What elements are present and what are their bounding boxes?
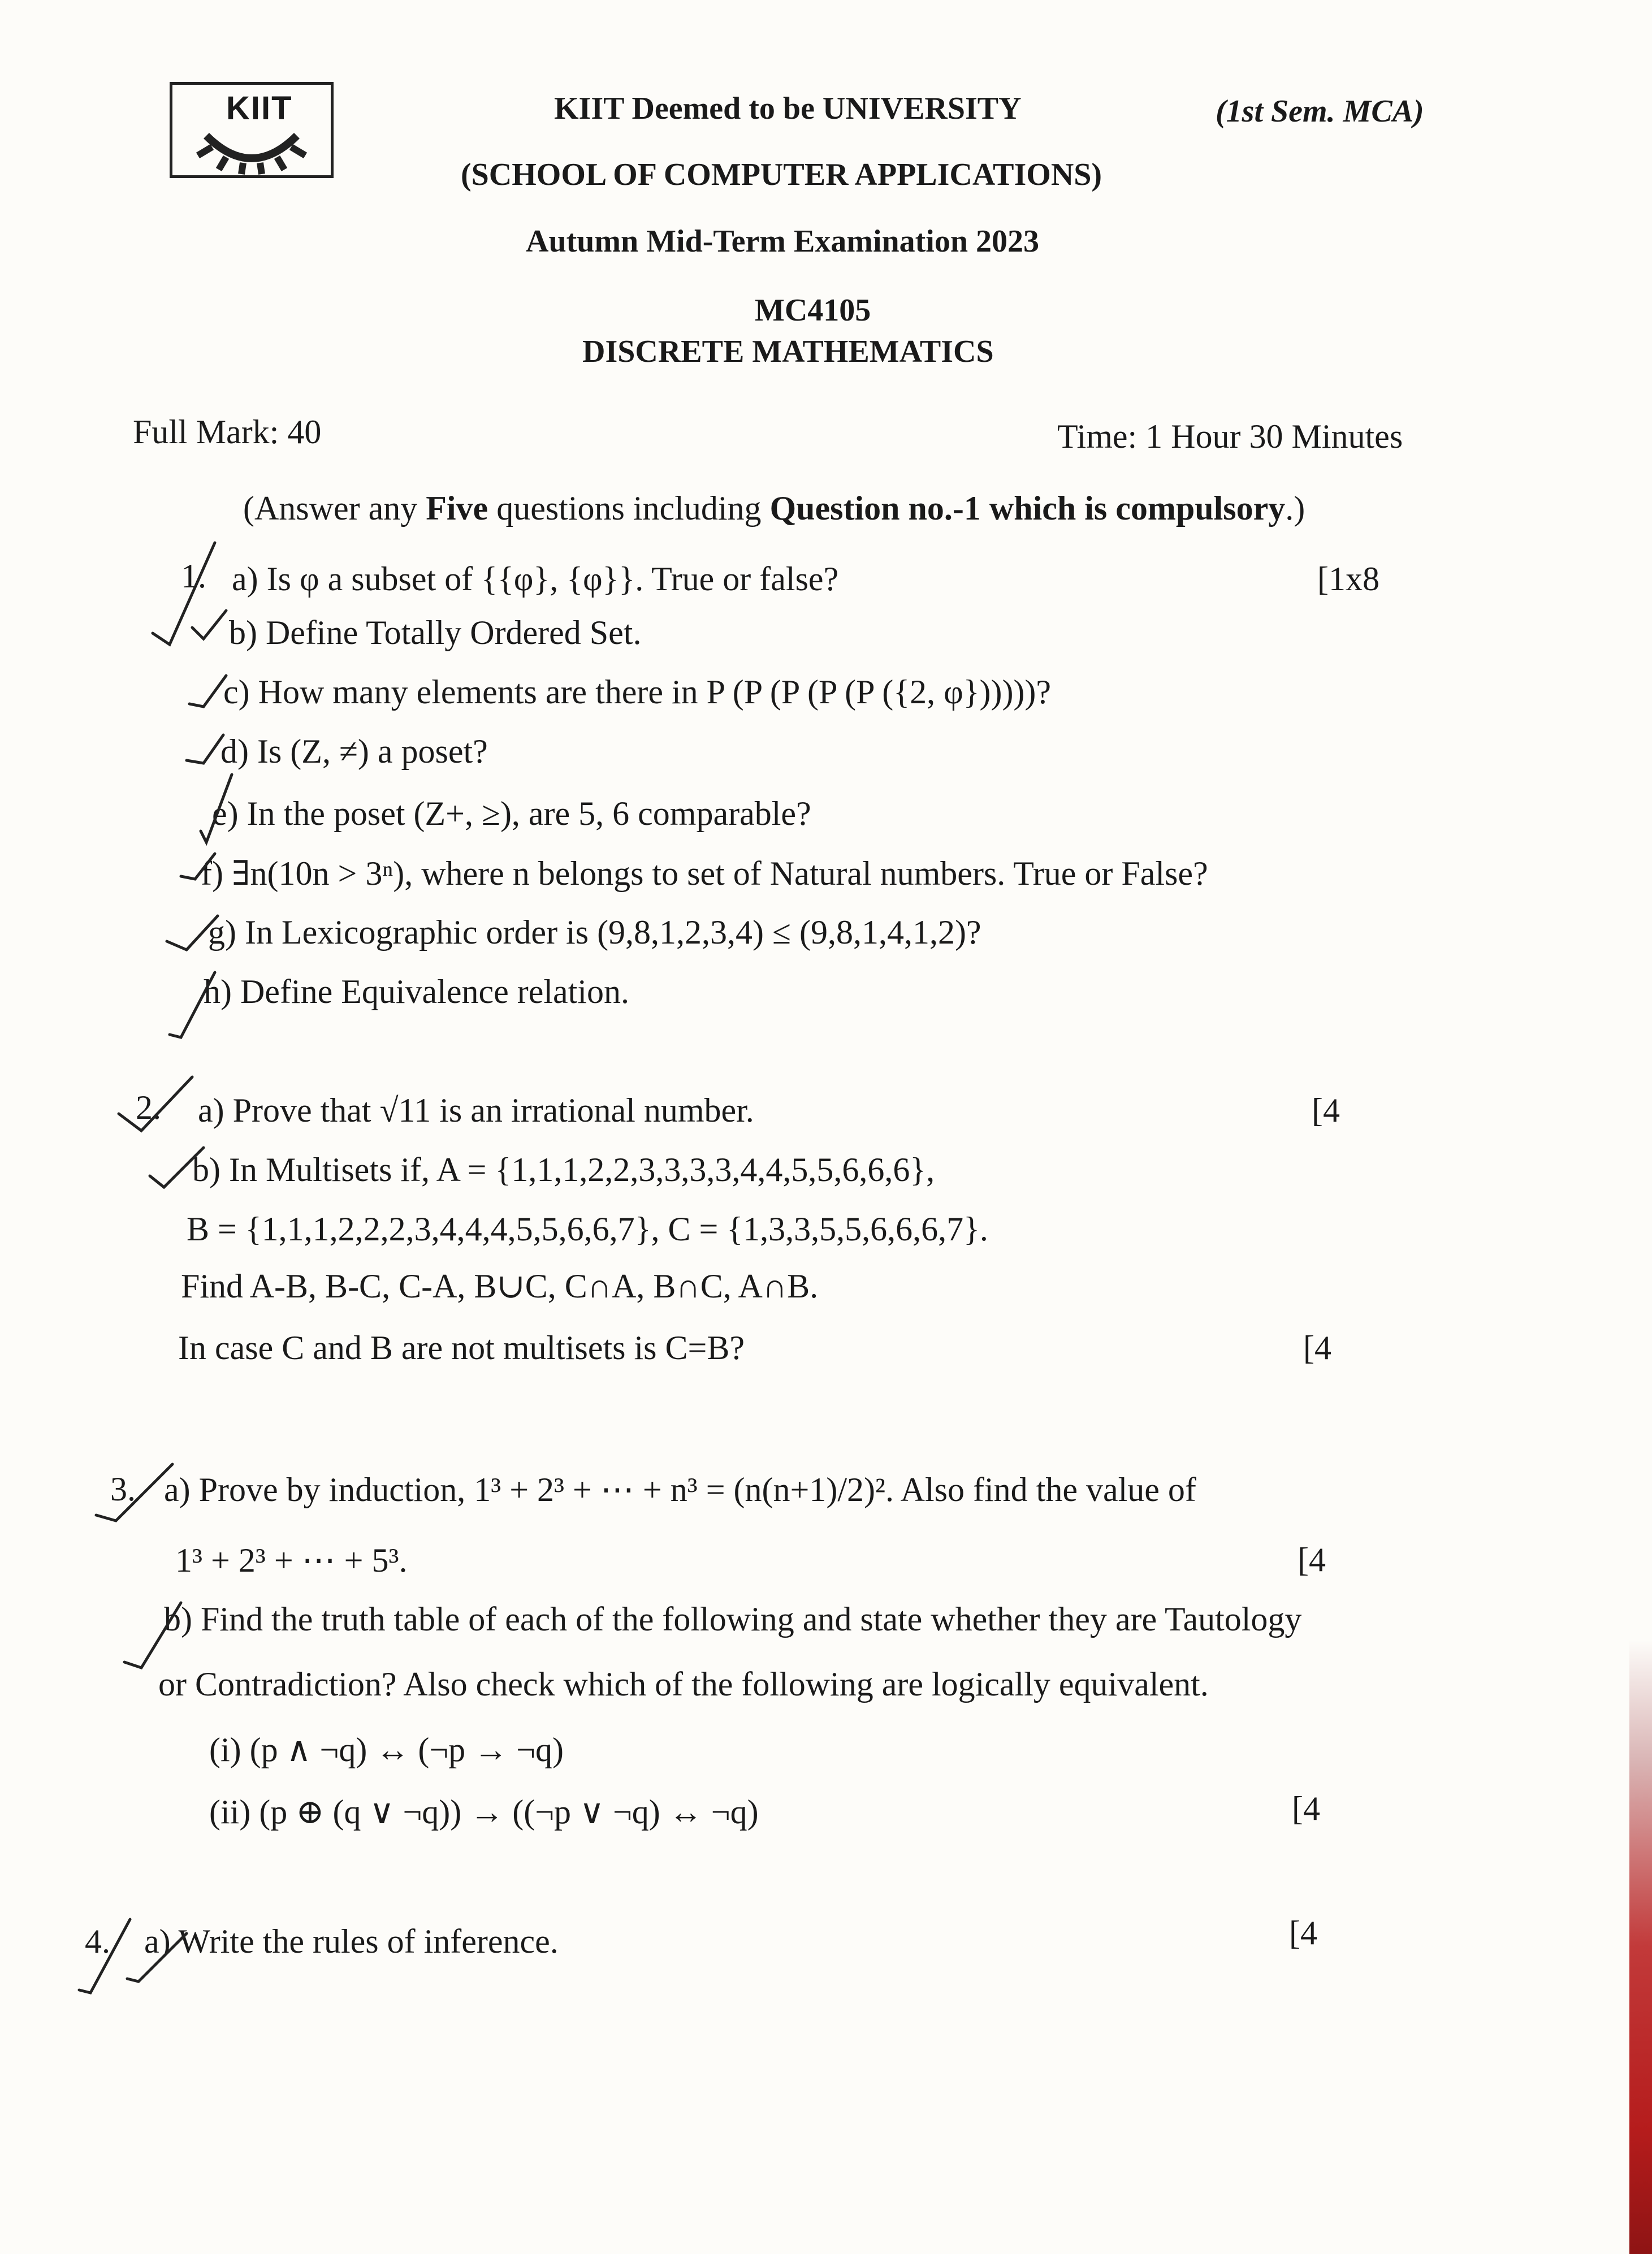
q4-a-marks: [4	[1289, 1914, 1317, 1952]
q1-number: 1.	[181, 557, 206, 595]
q3-part-a-line2: 1³ + 2³ + ⋯ + 5³.	[175, 1542, 408, 1579]
instruction-bold2: Question no.-1 which is compulsory	[769, 490, 1286, 527]
tick-q4	[79, 1919, 130, 1993]
tick-q2b	[150, 1148, 204, 1187]
tick-q1g	[167, 916, 218, 950]
tick-q1e	[201, 775, 232, 842]
q4-part-a: a) Write the rules of inference.	[144, 1923, 559, 1960]
q3-part-a-line1: a) Prove by induction, 1³ + 2³ + ⋯ + n³ = (n(n+1)/2)². Also find the value of	[164, 1471, 1196, 1508]
tick-q4a	[127, 1933, 187, 1982]
semester-label: (1st Sem. MCA)	[1216, 94, 1424, 129]
instruction-part2: questions including	[488, 490, 770, 527]
tick-q1d	[187, 735, 223, 763]
q1-part-g: g) In Lexicographic order is (9,8,1,2,3,4) ≤ (9,8,1,4,1,2)?	[208, 914, 981, 951]
instruction-part3: .)	[1285, 490, 1305, 527]
q2-part-b-line4: In case C and B are not multisets is C=B?	[178, 1329, 745, 1366]
q1-part-a: a) Is φ a subset of {{φ}, {φ}}. True or false?	[232, 560, 839, 598]
q1-marks: [1x8	[1317, 560, 1379, 598]
course-name: DISCRETE MATHEMATICS	[582, 334, 994, 369]
q2-a-marks: [4	[1312, 1092, 1340, 1129]
instruction-bold1: Five	[426, 490, 488, 527]
school-name: (SCHOOL OF COMPUTER APPLICATIONS)	[461, 157, 1102, 192]
q1-part-e: e) In the poset (Z+, ≥), are 5, 6 comparable?	[212, 795, 811, 832]
q2-part-b-line3: Find A-B, B-C, C-A, B∪C, C∩A, B∩C, A∩B.	[181, 1267, 819, 1305]
tick-q3b	[124, 1603, 181, 1668]
q3-part-b-line1: b) Find the truth table of each of the following and state whether they are Tautology	[164, 1600, 1302, 1638]
tick-q1f	[181, 854, 215, 879]
tick-q1	[153, 543, 215, 644]
q3-b-marks: [4	[1292, 1790, 1320, 1827]
q2-part-b-line2: B = {1,1,1,2,2,2,3,4,4,4,5,5,6,6,7}, C = {1,3,3,5,5,6,6,6,7}.	[187, 1210, 988, 1248]
university-name: KIIT Deemed to be UNIVERSITY	[554, 91, 1022, 126]
tick-q3a	[96, 1464, 172, 1521]
q1-part-c: c) How many elements are there in P (P (P (P (P ({2, φ})))))?	[223, 673, 1052, 711]
q4-number: 4.	[85, 1923, 110, 1960]
q1-part-b: b) Define Totally Ordered Set.	[229, 614, 642, 651]
tick-q1b	[192, 611, 226, 639]
q2-part-b-line1: b) In Multisets if, A = {1,1,1,2,2,3,3,3,3,4,4,5,5,6,6,6},	[192, 1151, 935, 1188]
q1-part-f: f) ∃n(10n > 3ⁿ), where n belongs to set of Natural numbers. True or False?	[201, 855, 1208, 892]
q1-part-d: d) Is (Z, ≠) a poset?	[220, 733, 488, 770]
exam-time: Time: 1 Hour 30 Minutes	[1057, 418, 1403, 455]
tick-q1c	[189, 676, 226, 707]
tick-q2a	[119, 1077, 192, 1131]
q3-part-b-line2: or Contradiction? Also check which of the following are logically equivalent.	[158, 1665, 1209, 1703]
q3-expression-i: (i) (p ∧ ¬q) ↔ (¬p → ¬q)	[209, 1731, 564, 1768]
q3-a-marks: [4	[1298, 1541, 1326, 1578]
course-code: MC4105	[755, 293, 871, 328]
q1-part-h: h) Define Equivalence relation.	[204, 973, 629, 1010]
logo-text: KIIT	[226, 90, 293, 127]
q2-number: 2.	[136, 1089, 161, 1126]
tick-q1h	[170, 972, 215, 1037]
q2-part-a: a) Prove that √11 is an irrational number.	[198, 1092, 754, 1129]
exam-title: Autumn Mid-Term Examination 2023	[526, 224, 1040, 259]
instruction-part1: (Answer any	[243, 490, 426, 527]
full-mark: Full Mark: 40	[133, 413, 322, 451]
q2-b-marks: [4	[1303, 1329, 1331, 1366]
q3-expression-ii: (ii) (p ⊕ (q ∨ ¬q)) → ((¬p ∨ ¬q) ↔ ¬q)	[209, 1793, 759, 1831]
page-edge-stain	[1629, 1639, 1652, 2254]
q3-number: 3.	[110, 1470, 136, 1508]
